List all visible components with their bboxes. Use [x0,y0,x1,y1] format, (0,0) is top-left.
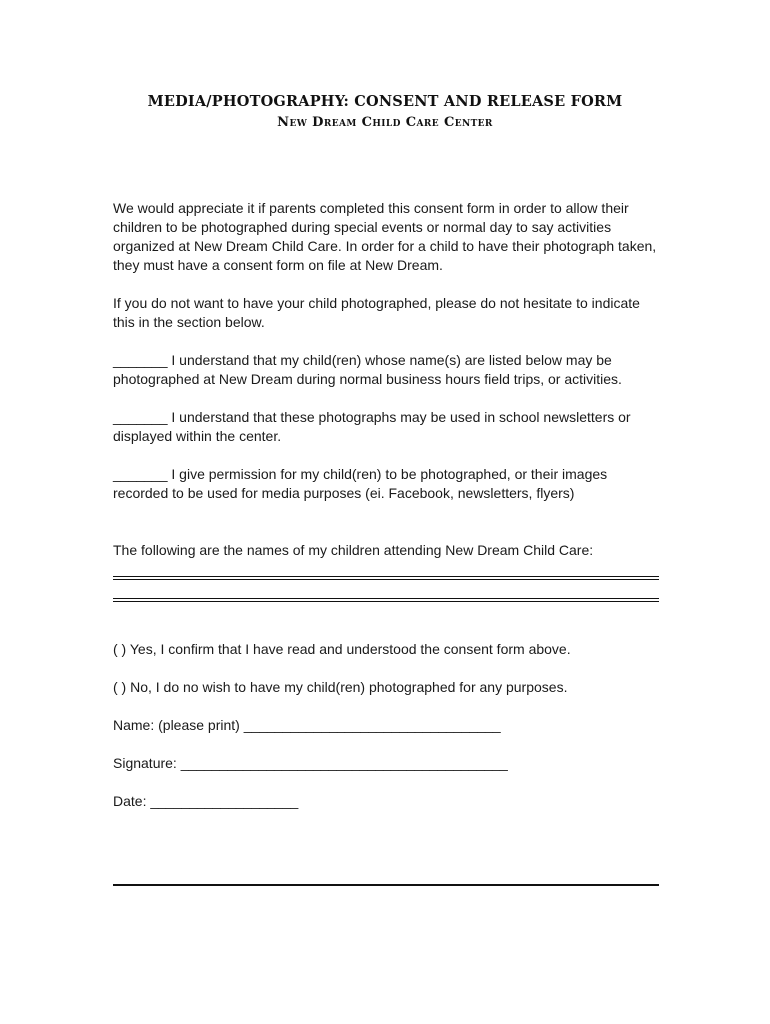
consent-item-2-line-1[interactable]: _______ I understand that these photographs may be used in school newsletters or [113,409,631,425]
signature-field[interactable]: Signature: __________________________________________ [113,755,508,771]
optout-line-2: this in the section below. [113,314,265,330]
intro-line-4: they must have a consent form on file at New Dream. [113,257,443,273]
consent-item-3-line-1[interactable]: _______ I give permission for my child(ren) to be photographed, or their images [113,466,608,482]
name-field[interactable]: Name: (please print) _________________________________ [113,717,501,733]
consent-item-1-line-2: photographed at New Dream during normal business hours field trips, or activities. [113,371,622,387]
form-subtitle: New Dream Child Care Center [277,115,493,130]
optout-line-1: If you do not want to have your child photographed, please do not hesitate to indicate [113,295,640,311]
consent-item-2-line-2: displayed within the center. [113,428,282,444]
children-names-prompt: The following are the names of my children attending New Dream Child Care: [113,542,594,558]
children-names-line-2[interactable] [113,598,659,602]
date-field[interactable]: Date: ___________________ [113,793,299,809]
children-names-line-1[interactable] [113,576,659,580]
bottom-divider [113,884,659,886]
intro-line-1: We would appreciate it if parents completed this consent form in order to allow their [113,200,629,216]
consent-item-3-line-2: recorded to be used for media purposes (ei. Facebook, newsletters, flyers) [113,485,575,501]
consent-item-1-line-1[interactable]: _______ I understand that my child(ren) whose name(s) are listed below may be [113,352,612,368]
intro-line-2: children to be photographed during special events or normal day to say activities [113,219,612,235]
intro-line-3: organized at New Dream Child Care. In order for a child to have their photograph taken, [113,238,657,254]
confirm-no-option[interactable]: ( ) No, I do no wish to have my child(ren) photographed for any purposes. [113,679,568,695]
form-title: MEDIA/PHOTOGRAPHY: CONSENT AND RELEASE FORM [147,93,623,110]
confirm-yes-option[interactable]: ( ) Yes, I confirm that I have read and understood the consent form above. [113,641,571,657]
